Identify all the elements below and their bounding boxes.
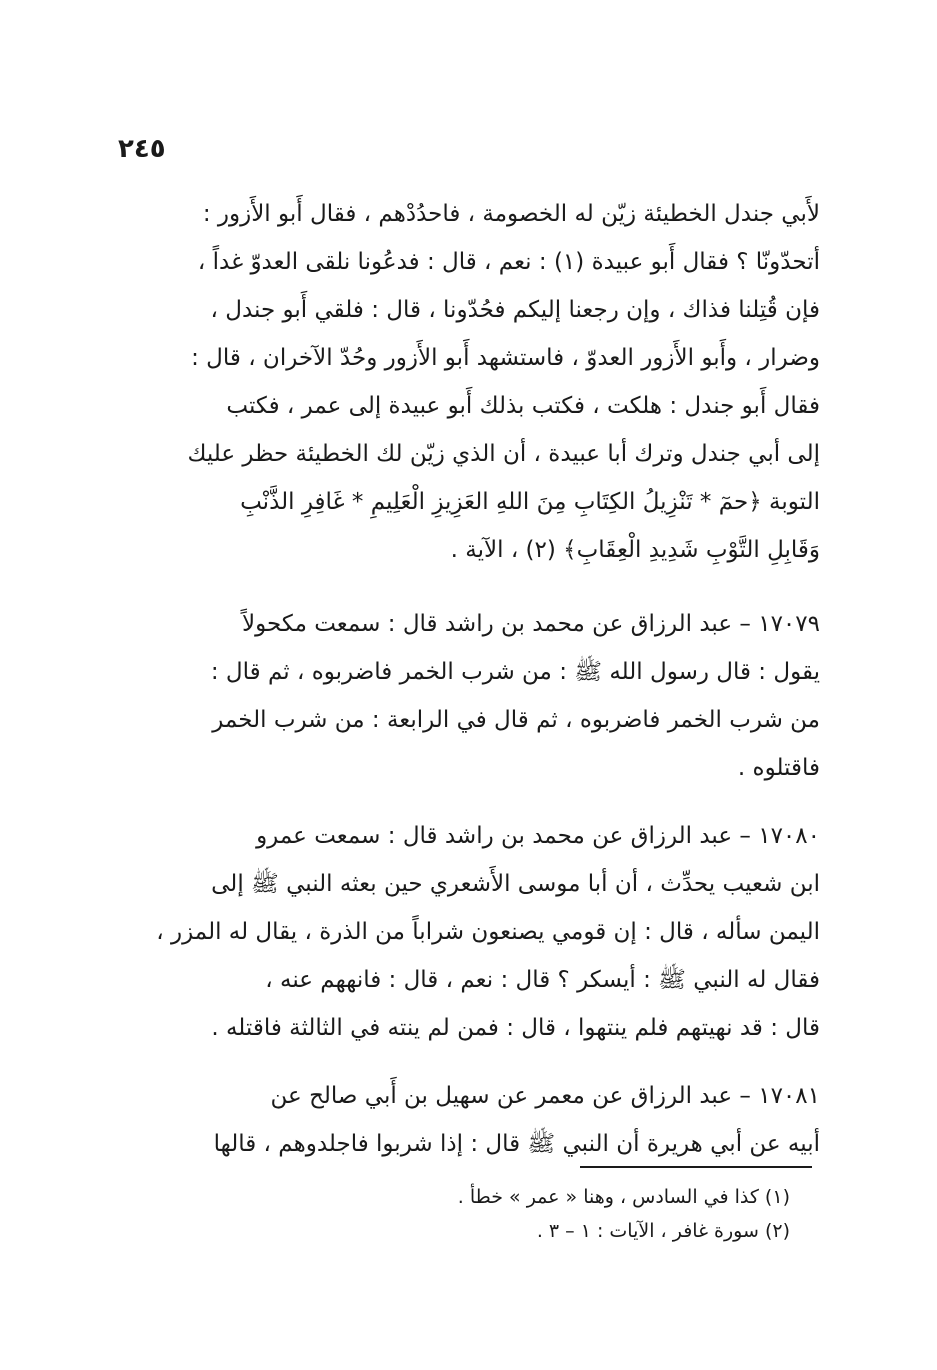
text-line: فقال له النبي ﷺ : أيسكر ؟ قال : نعم ، قال : فانههم عنه ، bbox=[265, 967, 820, 993]
footnote-divider bbox=[580, 1166, 812, 1168]
text-line: يقول : قال رسول الله ﷺ : من شرب الخمر فاضربوه ، ثم قال : bbox=[210, 659, 820, 685]
footnotes bbox=[300, 1180, 790, 1248]
text-line: فاقتلوه . bbox=[737, 755, 820, 781]
text-line: ابن شعيب يحدِّث ، أن أبا موسى الأَشعري حين بعثه النبي ﷺ إلى bbox=[211, 871, 820, 897]
text-line: وضرار ، وأَبو الأَزور العدوّ ، فاستشهد أَبو الأَزور وحُدّ الآخران ، قال : bbox=[191, 345, 820, 371]
text-line: من شرب الخمر فاضربوه ، ثم قال في الرابعة : من شرب الخمر bbox=[212, 707, 820, 733]
hadith-17081 bbox=[130, 1072, 820, 1168]
quran-verse-line: التوبة ﴿حمٓ * تَنْزِيلُ الكِتَابِ مِنَ اللهِ العَزِيزِ الْعَلِيمِ * غَافِرِ الذَّنْبِ bbox=[240, 489, 820, 515]
footnote-2: (٢) سورة غافر ، الآيات : ١ – ٣ . bbox=[536, 1220, 790, 1242]
text-line: أبيه عن أبي هريرة أن النبي ﷺ قال : إذا شربوا فاجلدوهم ، قالها bbox=[213, 1131, 820, 1157]
hadith-17079 bbox=[130, 600, 820, 792]
text-line: اليمن سأله ، قال : إن قومي يصنعون شراباً من الذرة ، يقال له المزر ، bbox=[156, 919, 820, 945]
text-line: أتحدّونّا ؟ فقال أَبو عبيدة (١) : نعم ، قال : فدعُونا نلقى العدوّ غداً ، bbox=[197, 249, 820, 275]
paragraph-1 bbox=[130, 190, 820, 574]
hadith-17080 bbox=[130, 812, 820, 1052]
text-line: لأَبي جندل الخطيئة زيّن له الخصومة ، فاحدُدْهم ، فقال أَبو الأَزور : bbox=[202, 201, 820, 227]
text-line: ١٧٠٨٠ – عبد الرزاق عن محمد بن راشد قال : سمعت عمرو bbox=[256, 823, 820, 849]
quran-verse-line: وَقَابِلِ التَّوْبِ شَدِيدِ الْعِقَابِ﴾ (٢) ، الآية . bbox=[450, 537, 820, 563]
text-line: قال : قد نهيتهم فلم ينتهوا ، قال : فمن لم ينته في الثالثة فاقتله . bbox=[211, 1015, 820, 1041]
text-line: إلى أبي جندل وترك أبا عبيدة ، أن الذي زيّن لك الخطيئة حظر عليك bbox=[187, 441, 820, 467]
text-line: فقال أَبو جندل : هلكت ، فكتب بذلك أَبو عبيدة إلى عمر ، فكتب bbox=[226, 393, 820, 419]
footnote-1: (١) كذا في السادس ، وهنا « عمر » خطأ . bbox=[457, 1186, 790, 1208]
text-line: ١٧٠٨١ – عبد الرزاق عن معمر عن سهيل بن أَبي صالح عن bbox=[270, 1083, 820, 1109]
text-line: ١٧٠٧٩ – عبد الرزاق عن محمد بن راشد قال : سمعت مكحولاً bbox=[242, 611, 820, 637]
text-line: فإن قُتِلنا فذاك ، وإن رجعنا إليكم فحُدّونا ، قال : فلقي أَبو جندل ، bbox=[210, 297, 820, 323]
page-number: ٢٤٥ bbox=[118, 134, 166, 164]
